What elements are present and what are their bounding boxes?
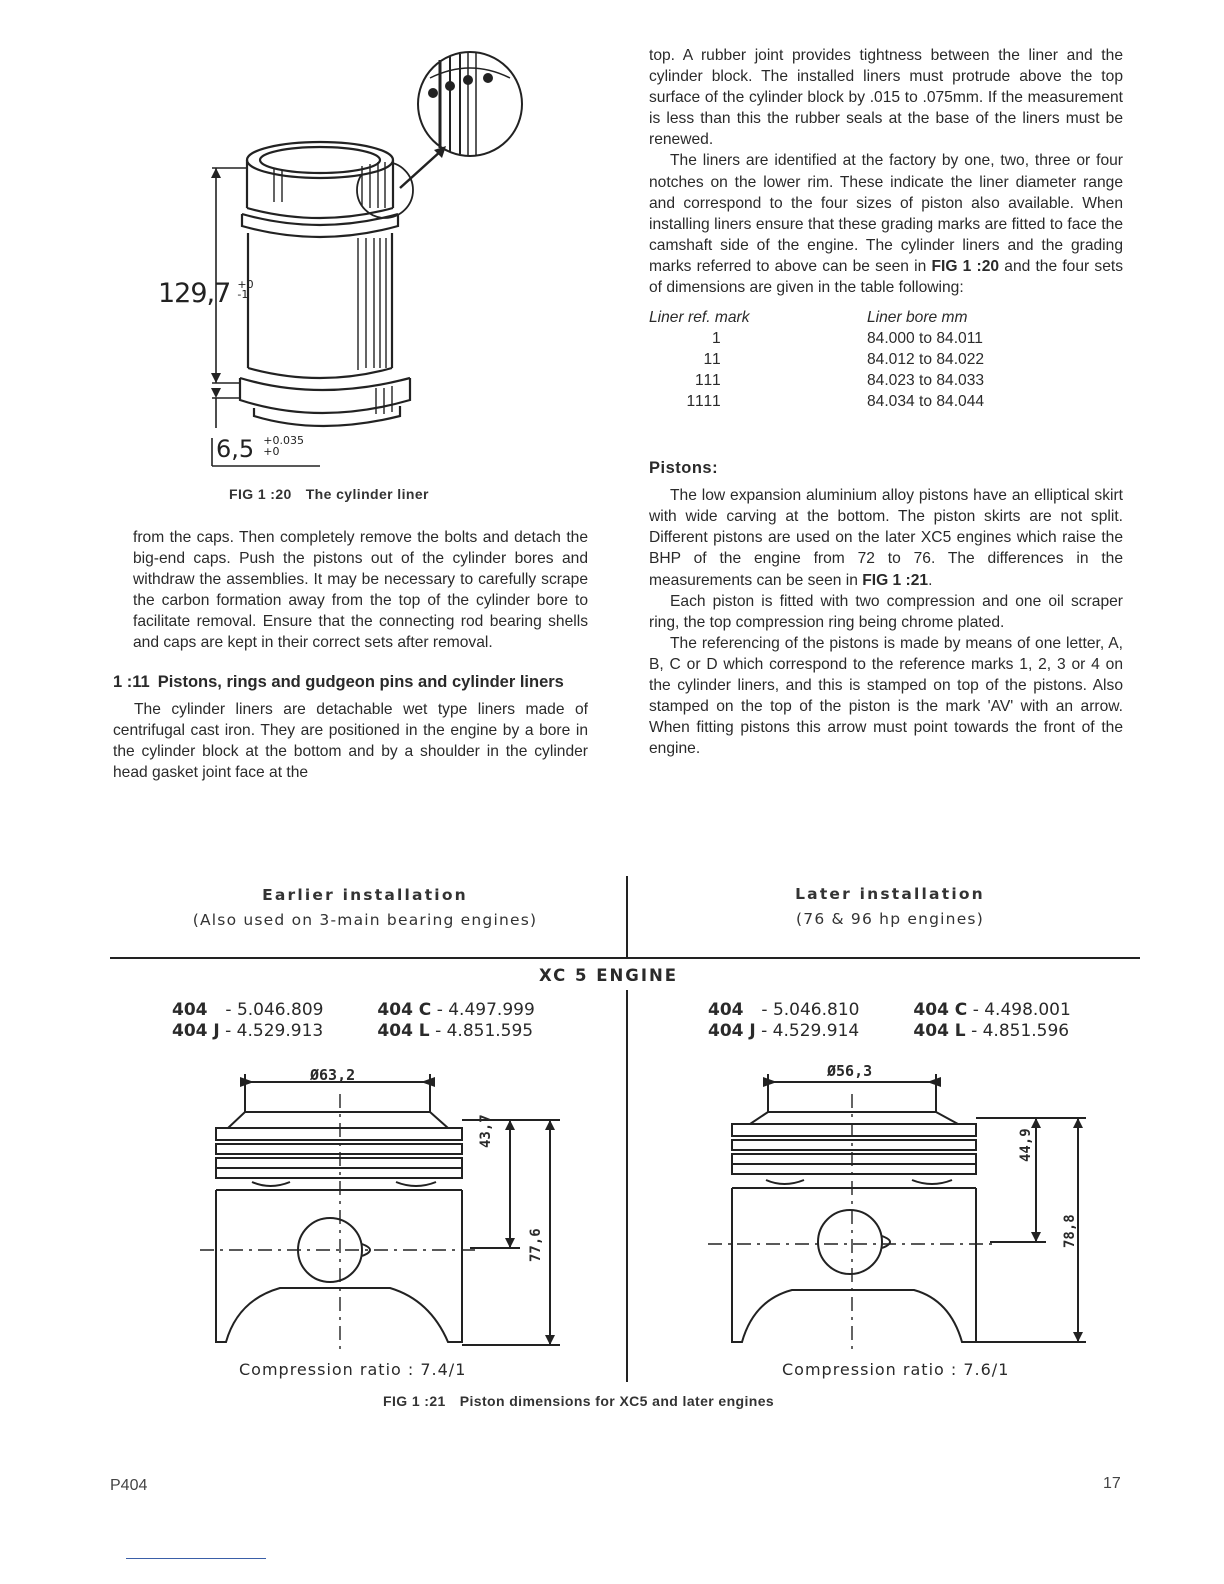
fig-1-20-caption [229,486,429,502]
liner-mark: 11 [703,351,722,369]
liner-protrusion-dimension [216,435,304,463]
right-paragraph-4: Each piston is fitted with two compression and one oil scraper ring, the top compression ring being chrome plated. [649,592,1123,631]
earlier-compression-ratio: Compression ratio : 7.4/1 [239,1360,467,1379]
liner-height-dimension [158,278,254,309]
liner-protrusion-tol-upper: +0.035 [263,434,304,447]
earlier-ring-height-label: 43,7 [478,1114,494,1148]
part-code: - 5.046.810 [761,1000,860,1020]
fig-1-21-label: FIG 1 :21 [383,1393,446,1409]
liner-mark: 1 [712,330,722,348]
later-diameter-label: Ø56,3 [827,1062,873,1080]
later-installation-title: Later installation [795,885,985,903]
liner-bore: 84.023 to 84.033 [867,372,985,390]
earlier-piston-drawing [180,1060,580,1360]
left-paragraph-1: from the caps. Then completely remove the bolts and detach the big-end caps. Push the pistons out of the cylinder bores and withdraw the assemblies. It may be necessary to carefully scrape the carbon formation away from the top of the cylinder bore to facilitate removal. Ensure that the connecting rod bearing shells and caps are kept in their correct sets after removal. [133,529,588,652]
part-model: 404 C [913,1000,968,1020]
later-installation-subtitle: (76 & 96 hp engines) [796,910,984,928]
pistons-heading: Pistons: [649,459,719,478]
table-row [649,330,984,351]
engine-label: XC 5 ENGINE [539,966,679,985]
header-rule [110,957,1140,959]
part-code: - 4.498.001 [972,1000,1071,1020]
later-compression-ratio: Compression ratio : 7.6/1 [782,1360,1010,1379]
liner-protrusion-tol-lower: +0 [263,445,280,458]
part-code: - 4.529.913 [225,1021,324,1041]
fig-1-21-reference: FIG 1 :21 [862,571,929,589]
later-ring-height-label: 44,9 [1018,1128,1034,1162]
table-row [649,351,984,372]
right-column [649,45,1123,759]
section-title: Pistons, rings and gudgeon pins and cylinder liners [157,672,564,691]
later-total-height-label: 78,8 [1062,1214,1078,1248]
part-model: 404 [708,1000,744,1020]
footer-rule [126,1558,266,1559]
part-code: - 4.851.595 [435,1021,534,1041]
fig-1-20-reference: FIG 1 :20 [931,257,1000,275]
fig-1-20-text: The cylinder liner [305,486,429,502]
right-paragraph-2 [649,150,1123,298]
right-paragraph-3 [649,485,1123,590]
cylinder-liner-drawing [150,48,530,468]
fig-1-21-caption [383,1393,774,1409]
right-paragraph-5: The referencing of the pistons is made by means of one letter, A, B, C or D which correspond to the reference marks 1, 2, 3 or 4 on the cylinder liners, and this is stamped on top of the pistons. Also stamped on the top of the piston is the mark 'AV' with an arrow. When fitting pistons this arrow must point towards the front of the engine. [649,634,1123,758]
section-number: 1 :11 [113,672,150,691]
liner-bore-table [649,306,984,414]
cylinder-liner-figure [150,48,530,468]
part-model: 404 L [913,1021,966,1041]
liner-protrusion-value: 6,5 [216,435,255,463]
liner-height-tol-upper: +0 [237,278,254,291]
part-model: 404 C [377,1000,432,1020]
liner-mark: 1111 [686,393,722,411]
liner-bore: 84.012 to 84.022 [867,351,985,369]
section-heading-1-11 [113,672,588,693]
earlier-diameter-label: Ø63,2 [310,1066,356,1084]
earlier-installation-header [130,886,600,929]
later-piston-drawing [700,1060,1100,1360]
left-part-numbers [172,1000,592,1042]
earlier-installation-title: Earlier installation [262,886,468,904]
header-divider [626,876,628,958]
earlier-installation-subtitle: (Also used on 3-main bearing engines) [192,911,538,929]
page-number: 17 [1103,1475,1121,1492]
left-column [113,527,588,783]
table-header-bore: Liner bore mm [867,309,968,327]
right-part-numbers [708,1000,1128,1042]
liner-height-tol-lower: -1 [237,288,249,301]
liner-mark: 111 [695,372,722,390]
table-row [649,393,984,414]
part-code: - 4.851.596 [971,1021,1070,1041]
later-installation-header [650,885,1130,928]
footer-book-code: P404 [110,1477,148,1494]
table-header-mark: Liner ref. mark [649,309,750,327]
right-paragraph-1: top. A rubber joint provides tightness between the liner and the cylinder block. The installed liners must protrude above the top surface of the cylinder block by .015 to .075mm. If the measurement is less than this the rubber seals at the base of the liners must be renewed. [649,47,1123,149]
right-paragraph-2-text-end: and the four sets of dimensions are given in the table following: [649,257,1123,297]
earlier-total-height-label: 77,6 [528,1228,544,1262]
part-model: 404 J [172,1021,220,1041]
right-paragraph-2-text: The liners are identified at the factory by one, two, three or four notches on the lower rim. These indicate the liner diameter range and correspond to the four sizes of piston also available. When installing liners ensure that these grading marks are fitted to face the camshaft side of the engine. The cylinder liners and the grading marks referred to above can be seen in [649,152,1123,275]
part-code: - 5.046.809 [225,1000,324,1020]
liner-height-value: 129,7 [158,278,231,309]
table-row [649,372,984,393]
right-paragraph-3-text-end: . [928,571,933,589]
liner-bore: 84.034 to 84.044 [867,393,985,411]
fig-1-21-text: Piston dimensions for XC5 and later engines [459,1393,775,1409]
right-paragraph-3-text: The low expansion aluminium alloy pistons have an elliptical skirt with wide carving at the bottom. The piston skirts are not split. Different pistons are used on the later XC5 engines which raise the BHP of the engine from 72 to 76. The differences in the measurements can be seen in [649,487,1123,589]
left-paragraph-2: The cylinder liners are detachable wet type liners made of centrifugal cast iron. They are positioned in the engine by a bore in the cylinder block at the bottom and by a shoulder in the cylinder head gasket joint face at the [113,700,588,781]
piston-divider [626,990,628,1382]
liner-bore: 84.000 to 84.011 [867,330,983,348]
part-code: - 4.529.914 [761,1021,860,1041]
part-model: 404 J [708,1021,756,1041]
fig-1-20-label: FIG 1 :20 [229,486,292,502]
part-model: 404 L [377,1021,430,1041]
part-model: 404 [172,1000,208,1020]
part-code: - 4.497.999 [436,1000,535,1020]
